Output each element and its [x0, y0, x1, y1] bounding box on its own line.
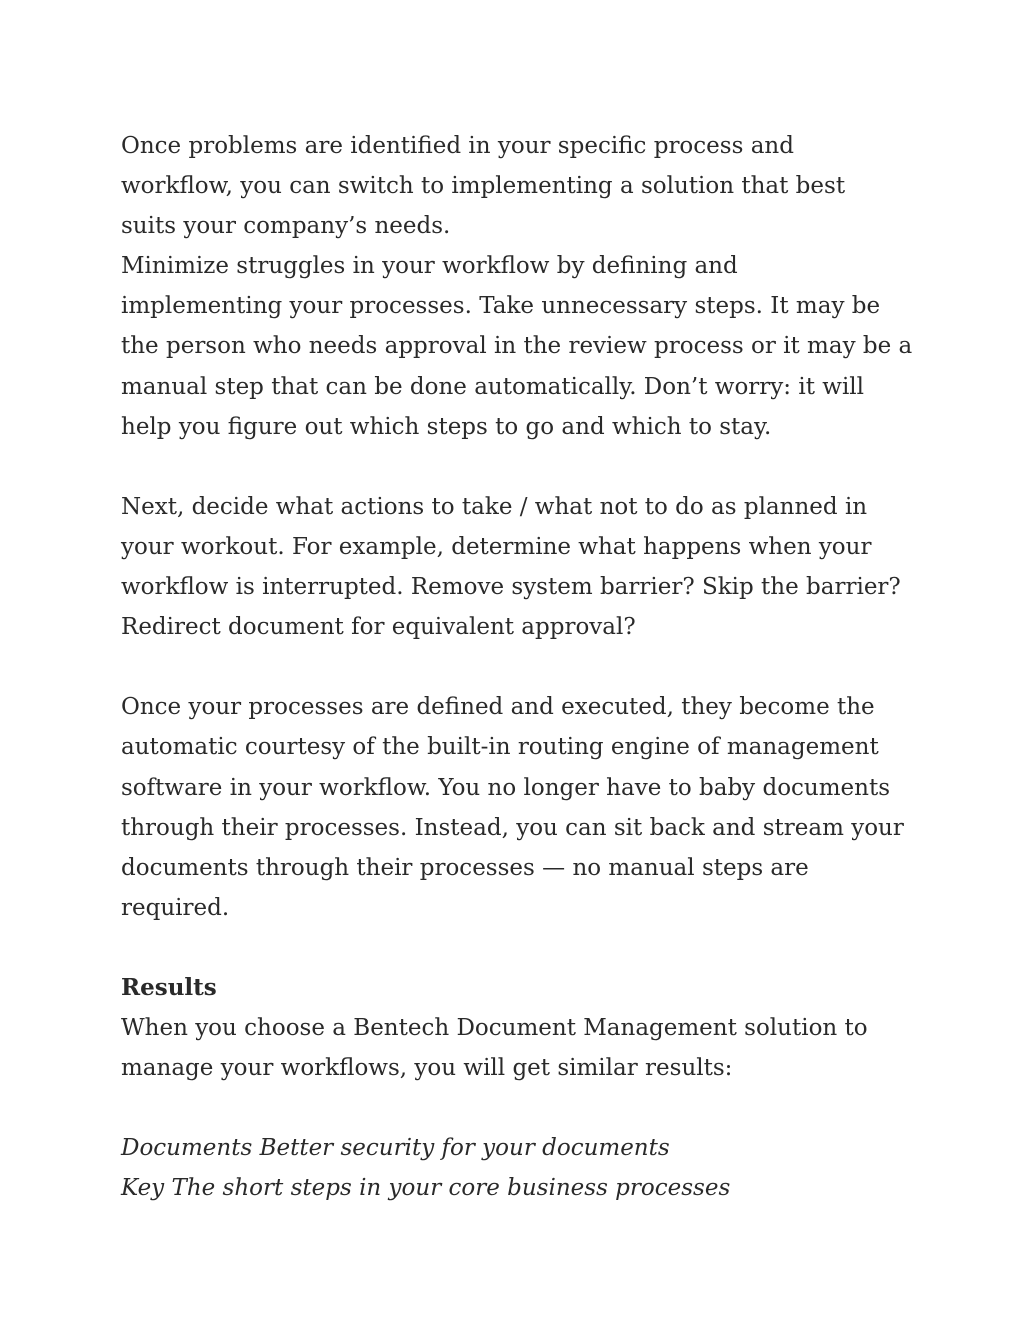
paragraph-spacer: [121, 928, 921, 968]
paragraph-spacer: [121, 1088, 921, 1128]
paragraph-next-actions: Next, decide what actions to take / what not to do as planned in your workout. For example, determine what happens when your workflow is interrupted. Remove system barrier? Skip the barrier? Redirect document for equivalent approval?: [121, 493, 901, 641]
paragraph-processes-defined: Once your processes are defined and executed, they become the automatic courtesy of the built-in routing engine of management software in your workflow. You no longer have to baby documents through their processes. Instead, you can sit back and stream your documents through their processes — no manual steps are required.: [121, 694, 904, 921]
paragraph-problems-identified: Once problems are identified in your specific process and workflow, you can switch to implementing a solution that best suits your company’s needs.: [121, 133, 846, 240]
results-intro: When you choose a Bentech Document Management solution to manage your workflows, you will get similar results:: [121, 1015, 868, 1082]
paragraph-minimize-struggles: Minimize struggles in your workflow by defining and implementing your processes. Take unnecessary steps. It may be the person who needs approval in the review process or it may be a manual step that can be done automatically. Don’t worry: it will help you figure out which steps to go and which to stay.: [121, 253, 913, 440]
paragraph-spacer: [121, 447, 921, 487]
document-page: [121, 126, 921, 1209]
paragraph-spacer: [121, 647, 921, 687]
results-item-security: Documents Better security for your documents: [121, 1135, 670, 1162]
results-heading: Results: [121, 973, 217, 1001]
results-item-short-steps: Key The short steps in your core business processes: [121, 1175, 731, 1202]
